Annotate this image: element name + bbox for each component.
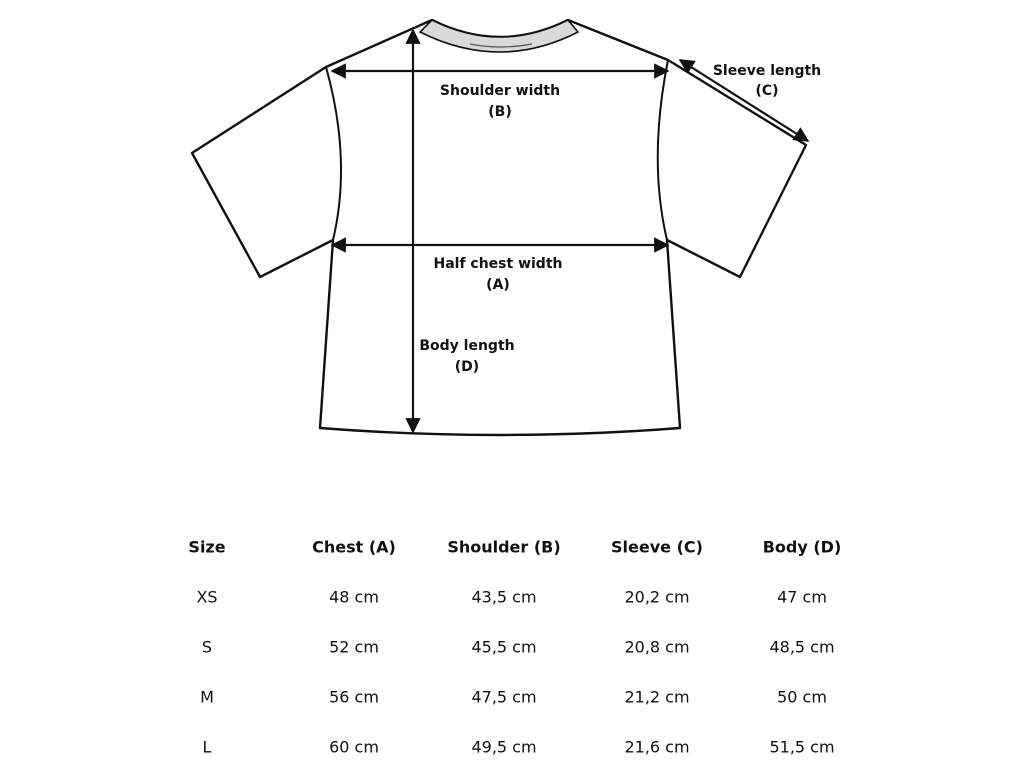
shoulder-width-code: (B) — [488, 104, 512, 120]
shoulder-width-label: Shoulder width — [439, 83, 561, 99]
half-chest-width-label: Half chest width — [433, 256, 563, 272]
row-s-body: 48,5 cm — [769, 637, 835, 657]
row-xs-sleeve: 20,2 cm — [624, 587, 690, 607]
body-length-label: Body length — [419, 338, 515, 354]
half-chest-width-code: (A) — [486, 277, 510, 293]
sleeve-length-label: Sleeve length — [712, 63, 822, 79]
row-m-chest: 56 cm — [329, 687, 379, 707]
sleeve-length-code: (C) — [755, 83, 779, 99]
row-l-sleeve: 21,6 cm — [624, 737, 690, 757]
row-m-sleeve: 21,2 cm — [624, 687, 690, 707]
row-s-chest: 52 cm — [329, 637, 379, 657]
header-chest: Chest (A) — [312, 537, 396, 557]
row-xs-size: XS — [196, 587, 218, 607]
row-s-sleeve: 20,8 cm — [624, 637, 690, 657]
row-m-body: 50 cm — [777, 687, 827, 707]
row-xs-body: 47 cm — [777, 587, 827, 607]
row-s-shoulder: 45,5 cm — [471, 637, 537, 657]
row-m-shoulder: 47,5 cm — [471, 687, 537, 707]
row-l-shoulder: 49,5 cm — [471, 737, 537, 757]
row-l-chest: 60 cm — [329, 737, 379, 757]
header-sleeve: Sleeve (C) — [611, 537, 703, 557]
row-xs-chest: 48 cm — [329, 587, 379, 607]
row-l-size: L — [202, 737, 212, 757]
header-size: Size — [188, 537, 226, 557]
header-shoulder: Shoulder (B) — [447, 537, 561, 557]
header-body: Body (D) — [762, 537, 842, 557]
row-m-size: M — [200, 687, 214, 707]
row-xs-shoulder: 43,5 cm — [471, 587, 537, 607]
row-l-body: 51,5 cm — [769, 737, 835, 757]
body-length-code: (D) — [454, 359, 480, 375]
size-chart-table — [0, 520, 1024, 768]
row-s-size: S — [201, 637, 213, 657]
